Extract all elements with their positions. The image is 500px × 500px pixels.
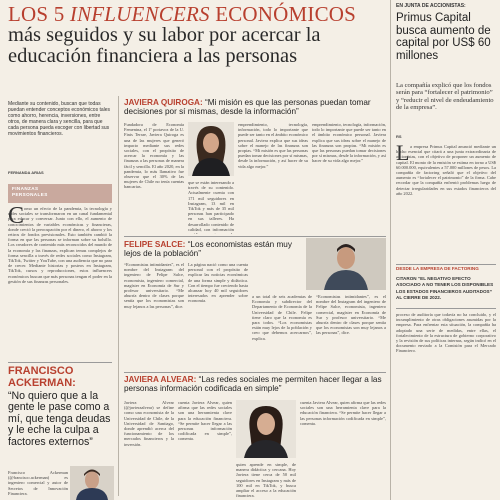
headline-line-3: educación financiera a las personas — [8, 45, 298, 68]
salce-photo — [306, 238, 386, 290]
alvear-heading: JAVIERA ALVEAR: “Las redes sociales me permiten hacer llegar a las personas información codificada en simple” — [124, 375, 382, 394]
section-rule — [124, 236, 386, 237]
side-body-text: a empresa Primus Capital anunció mediante un hecho esencial que citará a una junta extraordinaria de accionistas, con el objetivo de proponer un aumento de capital. El monto de la emisión se estima en torno a US$ 60.000.000, equivalentes a 57.000 millones de pesos. La compañía de factoring señaló que el objetivo del aumento es “fortalecer el patrimonio” de la firma. Cabe recordar que la compañía enfrentó problemas luego de detectar irregularidades en sus estados financieros del año 2022. — [396, 144, 496, 196]
column-divider — [390, 0, 391, 500]
salce-col-2: La página nació como una cuenta personal con el propósito de explicar las noticias económicas de una forma simple y didáctica. Con el tiempo fue creciendo hasta alcanzar hoy 40 mil seguidores interesados en aprender sobre economía. — [188, 262, 248, 304]
side-title: Primus Capital busca aumento de capital por US$ 60 millones — [396, 12, 491, 62]
intro-summary: Mediante su contenido, buscan que todas puedan entender conceptos económicos tales como ahorro, herencia, inversiones, entre otros, de manera clara y sencilla, para que cada persona pueda escoger con libertad sus movimientos financieros. — [8, 101, 111, 138]
salce-col-3: a un total de seis academias de Economía y subdirector del Departamento de Economía de la Universidad de Chile. Felipe tiene claro que la economía es para todos. “Los economistas están muy lejos de la población y creo que debemos acercarnos”, explica. — [252, 294, 312, 341]
headline-line-2: más seguidos y su labor por acercar la — [8, 24, 321, 47]
byline: FERNANDA ARIAS — [8, 170, 44, 175]
side-kicker: EN JUNTA DE ACCIONISTAS: — [396, 3, 466, 9]
quiroga-col-4: emprendimiento, tecnología, información, todo lo importante que puede ser tanto en el ámbito económico personal. Javiera explica que sus ideas sobre el manejo de las finanzas son propias. “Mi misión es que las personas puedan tomar decisiones por sí mismas, desde la información, y así hacer de su vida algo mejor.” — [312, 122, 386, 164]
box-rule — [396, 308, 496, 309]
ackerman-text: Francisco Ackerman (@francisco.ackerman) es ingeniero comercial y autor de Secretos de Innovación Financiera. — [8, 470, 68, 496]
salce-col-1: “Economistas intimidantes”, es el nombre del Instagram del ingeniero de Felipe Salce, economista, ingeniero comercial, magíster en Economía de Sur y profesor universitario. “Me aburría dentro de clases porque sentía que los economistas son muy lejanos a las personas”, dice. — [124, 262, 184, 309]
side-drop-cap: L — [396, 140, 410, 165]
quiroga-col-2: que se están interesando a través de su contenido. Actualmente cuenta con 171 mil seguidores en Instagram, 13 mil en TikTok y más de 35 mil personas han participado en sus talleres. Ha desarrollado contenido de calidad, con información — [188, 180, 234, 232]
box-rule — [396, 264, 496, 265]
alvear-photo — [236, 400, 296, 458]
ackerman-name: FRANCISCO ACKERMAN: — [8, 365, 76, 389]
drop-cap: C — [8, 203, 25, 229]
section-rule — [124, 372, 386, 373]
ackerman-photo — [70, 466, 114, 500]
column-divider — [118, 96, 119, 496]
left-body-text: omo un efecto de la pandemia, la tecnología y redes sociales se transformaron en un canal fundamental para educar y conversar. Junto con ello, el aumento de conocimientos de variables económicas y financieras, donde creció la preocupación por el dinero, el ahorro y los retiros de fondos previsionales. Esto también cambió la forma en que las personas se informan sobre su bolsillo. Los creadores de contenido más reconocidos del mundo de la economía y las finanzas, explican temas complejos de forma sencilla a través de redes sociales como Instagram, TikTok, Twitter y YouTube, con una audiencia que no para de crecer. Mediante historias y posteos en Instagram, TikTok, cursos y reproducciones, estos influencers económicos buscan que más personas tengan el poder en la gestión de sus finanzas personales. — [8, 206, 112, 284]
main-headline — [8, 4, 388, 67]
quiroga-col-3: emprendimiento, tecnología, información, todo lo importante que puede ser tanto en el ámbito económico personal. Javiera explica que sus ideas sobre el manejo de las finanzas son propias. “Mi misión es que las personas puedan tomar decisiones por sí mismas, desde la información, y así hacer de su vida algo mejor.” — [238, 122, 308, 169]
alvear-col-1: Javiera Alvear (@javieraalvear) se define como una economista de la Universidad de Chile, de la Universidad de Santiago, donde aprendió acerca del funcionamiento de los mercados financieros y la inversión. — [124, 400, 174, 447]
side-box-quote: CITARON “EL NEGATIVO EFECTO ASOCIADO A NO TENER LOS DISPONIBLES LOS ESTADOS FINANCIEROS AUDITADOS” AL CIERRE DE 2022. — [396, 276, 494, 301]
quiroga-photo — [188, 122, 234, 176]
ackerman-quote: “No quiero que a la gente le pase como a mí, que tenga deudas y le eche la culpa a factores externos” — [8, 390, 111, 448]
alvear-col-4: cuenta Javiera Alvear, quien afirma que las redes sociales son una herramienta clave para la educación financiera. “Se permite hacer llegar a las personas información codificada en simple”, comenta. — [300, 400, 386, 426]
headline-line-1: LOS 5 INFLUENCERS ECONÓMICOS — [8, 2, 357, 26]
quiroga-col-1: Fundadora de Economía Femenina, el 1º portavoz de la U. Finis Terrae, Javiera Quiroga es una de las mujeres que generó impacto mediante sus redes sociales, con el propósito de acercar la economía y las finanzas a las personas de manera fácil y sencilla. El año 2020, en la pandemia, lo más llamativo fue observar que el 30% de las mujeres de Chile no tenía cuentas bancarias. — [124, 122, 184, 190]
alvear-col-3: quien aprende en simple, de manera didáctica y cercana. Hoy Javiera tiene cerca de 50 mil seguidores en Instagram y más de 100 mil en TikTok, y busca ampliar el acceso a la educación financiera. — [236, 462, 296, 498]
alvear-col-2: cuenta Javiera Alvear, quien afirma que las redes sociales son una herramienta clave para la educación financiera. “Se permite hacer llegar a las personas información codificada en simple”, comenta. — [178, 400, 232, 442]
side-body-text-2: proceso de auditoría que todavía no ha concluido, y el incumplimiento de otras obligaciones asumidas por la empresa. Para enfrentar esta situación, la compañía ha adoptado una serie de medidas, entre ellas, el fortalecimiento de la estructura de gobierno corporativo y la revisión de sus políticas internas, según indicó en el documento enviado a la Comisión para el Mercado Financiero. — [396, 312, 496, 354]
side-box-title: DESDE LA EMPRESA DE FACTORING — [396, 266, 479, 271]
section-rule — [8, 362, 112, 363]
salce-col-4: “Economistas intimidantes”, es el nombre del Instagram del ingeniero de Felipe Salce, economista, ingeniero comercial, magíster en Economía de Sur y profesor universitario. “Me aburría dentro de clases porque sentía que los economistas son muy lejanos a las personas”, dice. — [316, 294, 386, 336]
quiroga-heading: JAVIERA QUIROGA: “Mi misión es que las personas puedan tomar decisiones por sí mismas, desde la información” — [124, 98, 371, 117]
section-label: FINANZAS PERSONALES — [8, 184, 112, 203]
salce-heading: FELIPE SALCE: “Los economistas están muy lejos de la población” — [124, 240, 292, 259]
side-byline: RS — [396, 134, 402, 139]
side-deck: La compañía explicó que los fondos serán para “fortalecer el patrimonio” y “reducir el nivel de endeudamiento de la empresa”. — [396, 82, 494, 112]
